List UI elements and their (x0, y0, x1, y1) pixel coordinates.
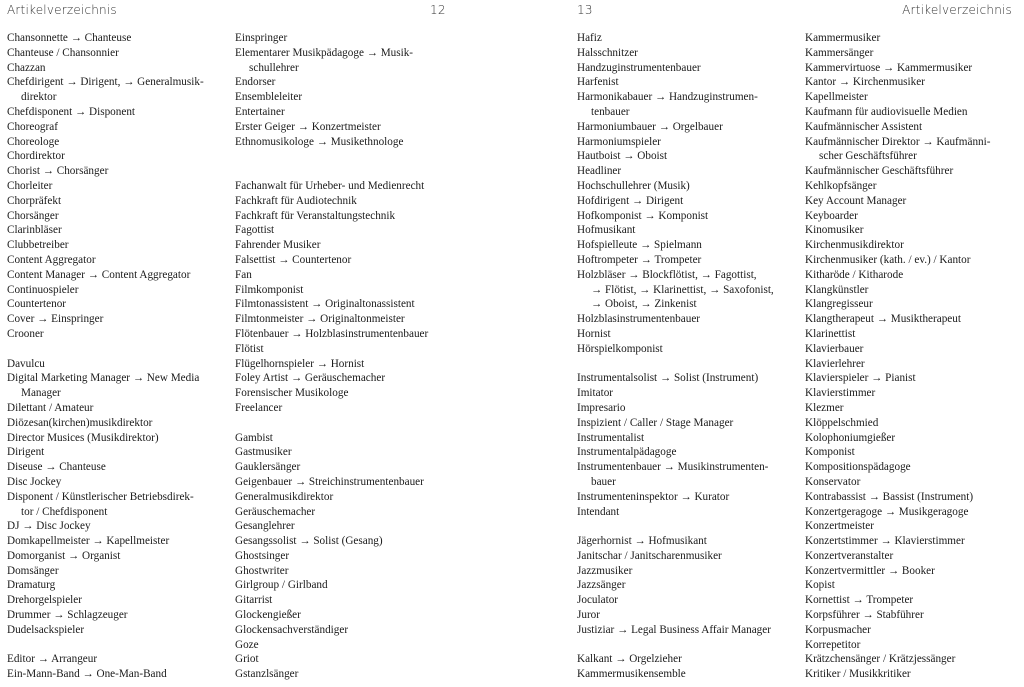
index-entry: Harfenist (577, 76, 619, 89)
index-entry: Inspizient / Caller / Stage Manager (577, 416, 734, 429)
index-entry: Content Manager → Content Aggregator (7, 268, 191, 281)
index-entry: Chansonnette → Chanteuse (7, 32, 132, 44)
index-entry: Filmtonmeister → Originaltonmeister (235, 313, 405, 326)
index-entry: Kolophoniumgießer (805, 431, 896, 444)
index-entry: Klöppelschmied (805, 416, 879, 429)
index-entry: Juror (577, 609, 600, 622)
index-entry: Gauklersänger (235, 461, 301, 474)
index-entry: Foley Artist → Geräuschemacher (235, 372, 386, 385)
index-entry: Gastmusiker (235, 446, 292, 459)
index-entry: direktor (21, 91, 57, 104)
index-entry: Hofspielleute → Spielmann (577, 239, 702, 252)
index-entry: Hofmusikant (577, 224, 636, 237)
index-entry: Kaufmann für audiovisuelle Medien (805, 105, 968, 118)
index-entry: Ein-Mann-Band → One-Man-Band (7, 668, 167, 681)
index-entry: tenbauer (591, 105, 630, 118)
index-entry: Klavierstimmer (805, 387, 876, 400)
index-entry: Hörspielkomponist (577, 342, 663, 355)
index-entry: Handzuginstrumentenbauer (577, 61, 701, 74)
index-entry: Justiziar → Legal Business Affair Manager (577, 623, 771, 636)
index-entry: Kaufmännischer Geschäftsführer (805, 165, 954, 178)
index-entry: Disc Jockey (7, 475, 62, 488)
index-entry: Korrepetitor (805, 638, 861, 651)
index-column-2 (235, 31, 461, 682)
index-entry: Flötenbauer → Holzblasinstrumentenbauer (235, 327, 429, 340)
index-entry: Domsänger (7, 564, 59, 577)
index-entry: Geigenbauer → Streichinstrumentenbauer (235, 475, 424, 488)
index-entry: Dudelsackspieler (7, 623, 85, 636)
index-entry: Dirigent (7, 446, 45, 459)
index-entry: Director Musices (Musikdirektor) (7, 431, 159, 444)
index-entry: Halsschnitzer (577, 46, 638, 59)
index-entry: Korpsführer → Stabführer (805, 609, 924, 622)
index-entry: Dilettant / Amateur (7, 401, 94, 414)
index-entry: Instrumenteninspektor → Kurator (577, 490, 730, 503)
index-entry: Domorganist → Organist (7, 549, 121, 562)
index-entry: Key Account Manager (805, 194, 907, 207)
index-entry: Falsettist → Countertenor (235, 253, 352, 266)
index-entry: Fachanwalt für Urheber- und Medienrecht (235, 179, 425, 192)
index-entry: Komponist (805, 446, 855, 459)
index-entry: Headliner (577, 165, 622, 178)
index-entry: Konzertmeister (805, 520, 874, 533)
index-entry: Clubbetreiber (7, 239, 69, 252)
index-entry: Kaufmännischer Direktor → Kaufmänni- (805, 135, 991, 148)
index-entry: Kontrabassist → Bassist (Instrument) (805, 490, 974, 503)
entry-spacer (7, 638, 233, 653)
entry-spacer (577, 519, 803, 534)
index-entry: Flügelhornspieler → Hornist (235, 357, 365, 370)
index-entry: Davulcu (7, 357, 45, 370)
index-entry: Kammermusiker (805, 32, 881, 44)
left-page-header-title: Artikelverzeichnis (7, 3, 117, 17)
index-entry: Fachkraft für Veranstaltungstechnik (235, 209, 396, 222)
index-entry: Kirchenmusiker (kath. / ev.) / Kantor (805, 253, 971, 266)
index-entry: Chorist → Chorsänger (7, 165, 109, 178)
index-entry: Jägerhornist → Hofmusikant (577, 535, 707, 548)
index-entry: Fahrender Musiker (235, 239, 321, 252)
index-entry: Choreologe (7, 135, 60, 148)
index-entry: Klangkünstler (805, 283, 869, 296)
entry-spacer (235, 164, 461, 179)
index-column-4 (805, 31, 1024, 682)
index-entry: Goze (235, 638, 259, 651)
index-entry: Geräuschemacher (235, 505, 316, 518)
right-page-header-title: Artikelverzeichnis (902, 3, 1012, 17)
index-entry: Diözesan(kirchen)musikdirektor (7, 416, 153, 429)
entry-spacer (235, 416, 461, 431)
index-entry: Countertenor (7, 298, 67, 311)
index-entry: Chorsänger (7, 209, 59, 222)
index-entry: Ghostsinger (235, 549, 290, 562)
index-entry: DJ → Disc Jockey (7, 520, 91, 533)
index-entry: Keyboarder (805, 209, 858, 222)
index-entry: Manager (21, 387, 61, 400)
index-entry: → Oboist, → Zinkenist (591, 298, 697, 311)
index-entry: Kammervirtuose → Kammermusiker (805, 61, 973, 74)
index-entry: Kinomusiker (805, 224, 864, 237)
index-entry: Hofdirigent → Dirigent (577, 194, 684, 207)
index-entry: Chanteuse / Chansonnier (7, 46, 119, 59)
index-entry: Glockengießer (235, 609, 301, 622)
index-entry: Flötist (235, 342, 264, 355)
index-entry: schullehrer (249, 61, 299, 74)
index-entry: Hornist (577, 327, 611, 340)
index-entry: Kapellmeister (805, 91, 868, 104)
index-entry: Dramaturg (7, 579, 56, 592)
index-entry: Kantor → Kirchenmusiker (805, 76, 925, 89)
index-entry: Klangregisseur (805, 298, 873, 311)
index-entry: Kompositionspädagoge (805, 461, 911, 474)
index-entry: Konzertstimmer → Klavierstimmer (805, 535, 965, 548)
index-entry: Kammersänger (805, 46, 874, 59)
index-entry: Intendant (577, 505, 620, 518)
index-entry: Instrumentalpädagoge (577, 446, 677, 459)
index-entry: Kehlkopfsänger (805, 179, 877, 192)
index-entry: Chazzan (7, 61, 46, 74)
index-entry: Holzbläser → Blockflötist, → Fagottist, (577, 268, 757, 281)
index-entry: Joculator (577, 594, 619, 607)
entry-spacer (235, 149, 461, 164)
index-column-1 (7, 31, 233, 682)
index-entry: Kornettist → Trompeter (805, 594, 914, 607)
index-entry: Crooner (7, 327, 44, 340)
index-entry: Einspringer (235, 32, 288, 44)
index-entry: Diseuse → Chanteuse (7, 461, 106, 474)
index-entry: bauer (591, 475, 616, 488)
index-entry: Chorpräfekt (7, 194, 62, 207)
right-page-number: 13 (577, 3, 593, 17)
index-entry: Kaufmännischer Assistent (805, 120, 923, 133)
index-entry: Disponent / Künstlerischer Betriebsdirek- (7, 490, 194, 503)
index-entry: Fan (235, 268, 252, 281)
index-entry: Gambist (235, 431, 273, 444)
index-entry: Hofkomponist → Komponist (577, 209, 709, 222)
index-entry: Chefdisponent → Disponent (7, 105, 136, 118)
index-entry: Forensischer Musikologe (235, 387, 349, 400)
index-entry: Konzertvermittler → Booker (805, 564, 935, 577)
index-entry: Choreograf (7, 120, 58, 133)
index-entry: Kritiker / Musikkritiker (805, 668, 911, 681)
index-entry: Janitschar / Janitscharenmusiker (577, 549, 722, 562)
index-entry: Krätzchensänger / Krätzjessänger (805, 653, 956, 666)
index-entry: Filmtonassistent → Originaltonassistent (235, 298, 415, 311)
index-entry: Klarinettist (805, 327, 856, 340)
index-entry: Kirchenmusikdirektor (805, 239, 904, 252)
index-column-3 (577, 31, 803, 682)
index-entry: Kopist (805, 579, 835, 592)
index-entry: Gesangssolist → Solist (Gesang) (235, 535, 383, 548)
entry-spacer (577, 357, 803, 372)
index-entry: Kammermusikensemble (577, 668, 686, 681)
index-entry: Harmonikabauer → Handzuginstrumen- (577, 91, 758, 104)
index-entry: → Flötist, → Klarinettist, → Saxofonist, (591, 283, 774, 296)
index-entry: Jazzsänger (577, 579, 626, 592)
index-entry: Harmoniumspieler (577, 135, 661, 148)
index-entry: Gesanglehrer (235, 520, 295, 533)
index-entry: Instrumentenbauer → Musikinstrumenten- (577, 461, 769, 474)
index-entry: Instrumentalsolist → Solist (Instrument) (577, 372, 759, 385)
index-entry: Fachkraft für Audiotechnik (235, 194, 357, 207)
left-page-number: 12 (430, 3, 446, 17)
index-entry: Impresario (577, 401, 626, 414)
index-entry: Entertainer (235, 105, 285, 118)
index-entry: Hautboist → Oboist (577, 150, 668, 163)
index-entry: Hoftrompeter → Trompeter (577, 253, 702, 266)
index-entry: Klangtherapeut → Musiktherapeut (805, 313, 961, 326)
index-entry: Instrumentalist (577, 431, 645, 444)
index-entry: Domkapellmeister → Kapellmeister (7, 535, 170, 548)
index-entry: Holzblasinstrumentenbauer (577, 313, 701, 326)
index-entry: Hochschullehrer (Musik) (577, 179, 690, 192)
index-entry: Glockensachverständiger (235, 623, 349, 636)
index-entry: Gitarrist (235, 594, 273, 607)
index-entry: Griot (235, 653, 259, 666)
entry-spacer (7, 342, 233, 357)
index-entry: Konzertgeragoge → Musikgeragoge (805, 505, 969, 518)
index-entry: Gstanzlsänger (235, 668, 299, 681)
index-entry: Girlgroup / Girlband (235, 579, 328, 592)
index-entry: Editor → Arrangeur (7, 653, 98, 666)
index-entry: Fagottist (235, 224, 275, 237)
index-entry: Klavierbauer (805, 342, 864, 355)
index-entry: Cover → Einspringer (7, 313, 104, 326)
index-entry: Ensembleleiter (235, 91, 303, 104)
index-entry: Ghostwriter (235, 564, 289, 577)
index-entry: Erster Geiger → Konzertmeister (235, 120, 381, 133)
index-entry: Harmoniumbauer → Orgelbauer (577, 120, 723, 133)
index-entry: scher Geschäftsführer (819, 150, 917, 163)
index-entry: Content Aggregator (7, 253, 96, 266)
index-entry: Freelancer (235, 401, 283, 414)
index-entry: Chordirektor (7, 150, 65, 163)
index-entry: Ethnomusikologe → Musikethnologe (235, 135, 404, 148)
index-entry: Hafiz (577, 32, 602, 44)
index-entry: Drehorgelspieler (7, 594, 82, 607)
index-entry: Endorser (235, 76, 276, 89)
index-entry: Chefdirigent → Dirigent, → Generalmusik- (7, 76, 204, 89)
index-entry: Konservator (805, 475, 861, 488)
index-entry: Imitator (577, 387, 614, 400)
index-entry: Chorleiter (7, 179, 53, 192)
index-entry: Korpusmacher (805, 623, 871, 636)
index-entry: Continuospieler (7, 283, 79, 296)
index-entry: Kalkant → Orgelzieher (577, 653, 682, 666)
index-entry: Elementarer Musikpädagoge → Musik- (235, 46, 414, 59)
index-entry: Generalmusikdirektor (235, 490, 334, 503)
index-entry: tor / Chefdisponent (21, 505, 108, 518)
index-entry: Klavierlehrer (805, 357, 865, 370)
index-entry: Konzertveranstalter (805, 549, 894, 562)
index-entry: Klezmer (805, 401, 844, 414)
index-entry: Clarinbläser (7, 224, 62, 237)
index-entry: Filmkomponist (235, 283, 304, 296)
index-entry: Drummer → Schlagzeuger (7, 609, 128, 622)
entry-spacer (577, 638, 803, 653)
index-entry: Kitharöde / Kitharode (805, 268, 904, 281)
index-entry: Jazzmusiker (577, 564, 633, 577)
index-entry: Klavierspieler → Pianist (805, 372, 916, 385)
index-entry: Digital Marketing Manager → New Media (7, 372, 200, 385)
